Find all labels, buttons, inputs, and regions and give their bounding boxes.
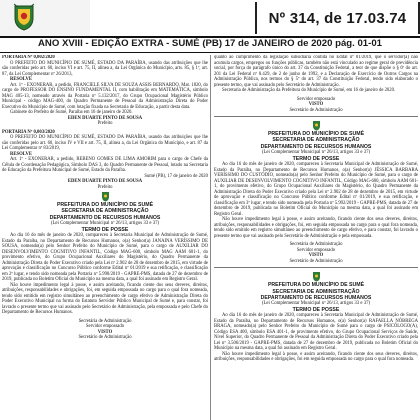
- municipal-seal-icon: [312, 120, 321, 131]
- termo-2-prefeitura: PREFEITURA DO MUNICÍPIO DE SUMÉ: [267, 131, 365, 137]
- termo-3-body-2: Não houve impedimento legal à posse, e assim aceitando, ficando ciente dos seus deveres, direitos, atribuições, responsabilidades e obrigações, foi em seguida empossada no cargo para o qual fora nomeada.: [214, 351, 418, 363]
- portaria-2-role: Prefeito: [97, 184, 113, 190]
- termo-1-visto: VISTO: [97, 329, 113, 335]
- termo-1-departamento: DEPARTAMENTO DE RECURSOS HUMANOS: [49, 214, 161, 221]
- termo-0-role-secretario: Secretário de Administração: [289, 107, 343, 113]
- edition-number-date: Nº 314, de 17.03.74: [268, 9, 407, 27]
- termo-0-visto: VISTO: [308, 102, 324, 107]
- termo-1-role-secretario: Secretário de Administração: [78, 335, 132, 341]
- termo-3-title: TERMO DE POSSE: [292, 306, 340, 313]
- termo-3-secretaria: SECRETARIA DE ADMINISTRAÇÃO: [272, 288, 360, 295]
- termo-2-body-2: Não houve impedimento legal à posse, e assim aceitando, ficando ciente dos seus deveres, direitos, atribuições, responsabilidades e obrigações, foi, em seguida empossada no cargo para o qual fora nomeada, tendo sido emitido em registro simultâneo ao preenchimento de cargo efetivo, e para constar, foi lavrado o presente termo que vai assinado pelo Secretário de Administração e pela empossada.: [214, 217, 418, 239]
- portaria-1-preamble: O PREFEITO DO MUNICÍPIO DE SUMÉ, ESTADO DA PARAÍBA, usando das atribuições que lhe são conferidas pelo art. 60, inciso VI e art. 75, II, alínea a, da Lei Orgânica do Município, arts. 85, § 1º, art. 87, da Lei Complementar nº 26/2013,: [2, 60, 208, 77]
- termo-1-title: TERMO DE POSSE: [81, 226, 129, 233]
- termo-3-lei: (Lei Complementar Municipal nº 26/13, artigos 33 e 37): [261, 301, 371, 307]
- termo-0-date: Secretaria de Administração da Prefeitura do Município de Sumé, em 16 de janeiro de 2020.: [222, 88, 396, 93]
- edition-line: ANO XVIII - EDIÇÃO EXTRA - SUMÉ (PB) 17 de JANEIRO de 2020 pág. 01-01: [37, 38, 383, 49]
- termo-1-lei: (Lei Complementar Municipal nº 26/13, artigos 33 e 37): [50, 221, 160, 227]
- termo-2-body: Ao dia 16 do mês de janeiro de 2020, compareceu à Secretaria Municipal de Administração de Sumé, Estado da Paraíba, no Departamento de Recursos Humanos, o(a) Senhor(a) JÉSSICA BARBARA VERÍSSIMO DO CUSTÓDIO, nomeado(a) pelo Senhor Prefeito do Município de Sumé, para o cargo de AUXILIAR DE DESENVOLVIMENTO COGNITIVO INFANTIL, Código MAG-600, símbolo AAM 601-1, do provimento efetivo, do Grupo Ocupacional Auxiliares do Magistério, do Quadro Permanente da Administração Direta do Poder Executivo criado pela Lei nº 2.902 de 28 de dezembro de 2015, em virtude de aprovação e classificação no Concurso Público conforme Edital nº 01/2019, e sua retificação, e classificação em 3º lugar, e tendo sido nomeada pela Portaria nº 5.992/2019 - GAPRE-PMS, datada de 27 de dezembro de 2019, publicada no Boletim Oficial do Município na mesma data, a qual foi assinado em Registro Geral.: [214, 162, 418, 217]
- portaria-2-date: Sumé (PB), 17 de janeiro de 2020: [144, 173, 208, 179]
- portaria-1-signature: EDEN DUARTE PINTO DE SOUSA: [67, 115, 143, 121]
- portaria-1-place-date: Gabinete do Prefeito de Sumé, Paraíba em 16 de janeiro de 2020.: [10, 110, 133, 115]
- termo-1-prefeitura: PREFEITURA DO MUNICÍPIO DE SUMÉ: [56, 202, 154, 208]
- termo-1-role-secretaria: Secretária de Administração: [78, 318, 132, 324]
- portaria-1-article: Art. 1º - EXONERAR, a pedido, FRANCIELE SILVA DE SOUZA ASSIS BERNARDO, Mat. 1820, do cargo de PROFESSOR DO ENSINO FUNDAMENTAL II, com habilitação em MATEMÁTICA, símbolo MAG 405-13, nomeado através da Portaria nº 5.132/2017, do Grupo Ocupacional Magistério Público Municipal - código MAG-400, do Quadro Permanente de Pessoal da Administração Direta do Poder Executivo do Município de Sumé, com lotação fixada na Secretaria de Educação, a partir desta data.: [2, 82, 208, 110]
- termo-2-role-secretario: Secretário de Administração: [289, 258, 343, 264]
- termo-0-continuation: quanto ao cumprimento da legislação subsidiária contida no Edital nº 01/2019, que o servidor(a) não acumula cargos, empregos ou funções públicas, também não está vinculado ao regime geral de previdência social, por força do parágrafo único do art. 37 da Constituição Federal, a teor de que dispõe o § 6º do art. 201 da Lei Federal nº 8.429, de 2 de junho de 1992, e a Declaração de Exercício de Outros Cargos na Administração Pública, nos termos do § 5º do art. 37 da Constituição Federal, tendo sido elaborado o presente termo, que vai assinado pelo Secretário de Administração.: [214, 55, 418, 88]
- portaria-1-resolve: RESOLVE: [10, 77, 32, 82]
- header-logo-area: [0, 0, 90, 36]
- termo-2-secretaria: SECRETARIA DE ADMINISTRAÇÃO: [272, 137, 360, 144]
- portaria-2-resolve: RESOLVE: [10, 151, 32, 157]
- termo-1-role-servidor: Servidor empossado: [85, 324, 125, 330]
- termo-0-role-servidor: Servidor empossado: [296, 96, 336, 102]
- termo-2-lei: (Lei Complementar Municipal nº 26/13, artigos 33 e 37): [261, 150, 371, 156]
- termo-3-departamento: DEPARTAMENTO DE RECURSOS HUMANOS: [260, 294, 372, 301]
- municipal-coat-of-arms-icon: [12, 2, 36, 32]
- right-column: [214, 55, 418, 420]
- termo-2-departamento: DEPARTAMENTO DE RECURSOS HUMANOS: [260, 143, 372, 150]
- termo-2-role-servidor: Servidor empossado: [296, 247, 336, 253]
- termo-2-title: TERMO DE POSSE: [292, 155, 340, 162]
- portaria-2-signature: EDEN DUARTE PINTO DE SOUSA: [67, 179, 143, 184]
- portaria-2-preamble: O PREFEITO DO MUNICÍPIO DE SUMÉ, ESTADO DA PARAÍBA, usando das atribuições que lhe são conferidas pelo art. 60, inciso IV e VII e art. 75, II, alínea a, da Lei Orgânica do Município, e art. 87 da Lei Complementar nº 83/2019,: [2, 135, 208, 151]
- termo-1-secretaria: SECRETARIA DE ADMINISTRAÇÃO: [61, 208, 149, 215]
- termo-3-prefeitura: PREFEITURA DO MUNICÍPIO DE SUMÉ: [267, 282, 365, 289]
- edition-rule: [0, 52, 420, 53]
- termo-2-visto: VISTO: [308, 253, 324, 259]
- newspaper-header: [0, 0, 420, 36]
- municipal-seal-icon: [312, 271, 321, 282]
- portaria-1-role: Prefeito: [97, 121, 113, 126]
- edition-number-badge: [255, 2, 420, 34]
- left-column: [2, 55, 208, 420]
- portaria-1-heading: PORTARIA Nº 0,002/2020: [2, 55, 55, 60]
- termo-1-body-2: Não houve impedimento legal à posse, e assim aceitando, ficando ciente dos seus deveres, direitos, atribuições, responsabilidades e obrigações, foi, em seguida empossada no cargo para o qual fora nomeada, tendo sido emitido em registro simultâneo ao preenchimento de cargo efetivo de Administração Direta do Poder Executivo Municipal na forma do Estatuto Servidor Público Municipal de Sumé e, para constar, foi lavrado o presente termo que vai assinado pelo Secretário de Administração, pela empossada e pelo Chefe do Departamento de Recursos Humanos.: [2, 282, 208, 316]
- termo-3-body: Ao dia 16 do mês de janeiro de 2020, compareceu à Secretaria Municipal de Administração de Sumé, Estado da Paraíba, no Departamento de Recursos Humanos, o(a) Senhor(a) RAFAELLA NÓBREGA BRAGA, nomeado(a) pelo Senhor Prefeito do Município de Sumé para o cargo de PSICÓLOGO(A), Código ESA 400, símbolo ESA 401-1, de provimento efetivo, do Grupo Ocupacional Serviços de Saúde, Nível Superior, do Quadro Permanente de Pessoal da Administração Direta do Poder Executivo criado pela Lei nº 3.506/2019 - GAPRE-PMS, datada de 27 de dezembro de 2019, publicada no Boletim Oficial do Município na mesma data, a qual foi assinado em Registro Geral.: [214, 313, 418, 352]
- termo-2-role-secretaria: Secretária de Administração: [289, 242, 343, 248]
- section-divider: [214, 116, 418, 117]
- portaria-2-article: Art. 1º - EXONERAR, a pedido, REBENO GOMES DE LIMA AMORIM para o cargo de Chefe da Célula de Coordenação Pedagógica, Símbolo DAS 3, do Quadro Permanente de Pessoal, lotado na Secretaria de Educação da Prefeitura Municipal de Sumé, Estado da Paraíba.: [2, 157, 208, 173]
- portaria-2-heading: PORTARIA Nº 0,003/2020: [2, 129, 55, 135]
- municipal-seal-icon: [101, 191, 110, 202]
- column-separator: [210, 55, 211, 420]
- termo-1-body: Ao dia 16 do mês de janeiro de 2020, compareceu à Secretaria Municipal de Administração de Sumé, Estado da Paraíba, no Departamento de Recursos Humanos, o(a) Senhor(a) JANAINA VERÍSSIMO DE SOUSA, nomeado(a) pelo Senhor Prefeito do Município de Sumé, para o cargo de AUXILIAR DO DESENVOLVIMENTO COGNITIVO INFANTIL, Código MAG-600, símbolo MAG AAM 601-1, do provimento efetivo, do Grupo Ocupacional Auxiliares do Magistério, do Quadro Permanente da Administração Direta do Poder Executivo criado pela Lei nº 2.902 de 28 de dezembro de 2015, em virtude de aprovação e classificação no Concurso Público conforme Edital nº 01/2019 e sua retificação, e classificação em 2º lugar, e tendo sido nomeada pela Portaria nº 5.990/2019 - GAPRE-PMS, datada de 27 de dezembro de 2019, publicada no Boletim Oficial do Município na mesma data, a qual foi assinado em Registro Geral.: [2, 233, 208, 283]
- section-divider: [214, 267, 418, 268]
